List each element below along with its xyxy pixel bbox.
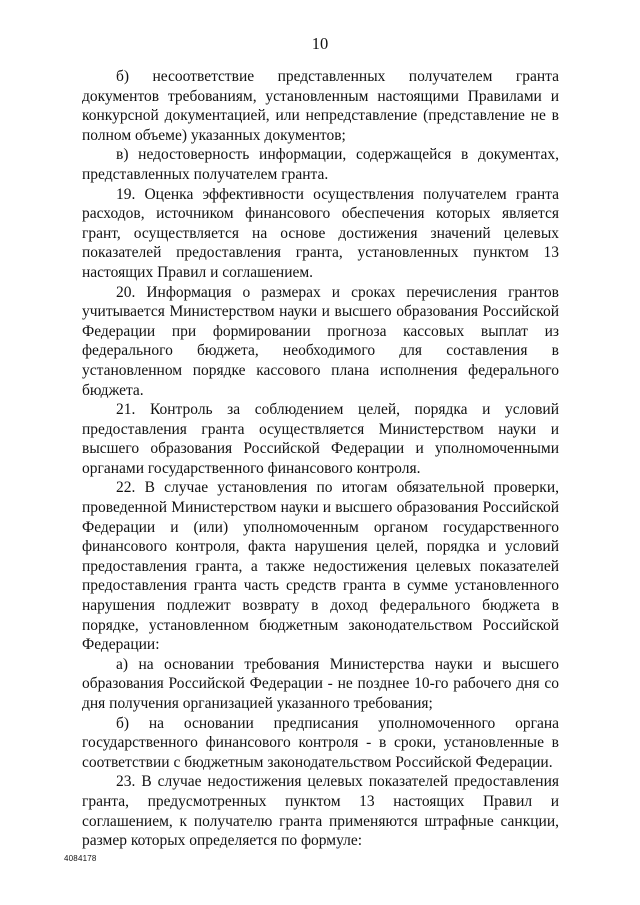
paragraph-v-unreliability: в) недостоверность информации, содержащейся в документах, представленных получателем гранта. xyxy=(82,146,559,183)
paragraph-22-b: б) на основании предписания уполномоченного органа государственного финансового контроля - в сроки, установленные в соответствии с бюджетным законодательством Российской Федерации. xyxy=(82,714,559,771)
paragraph-21: 21. Контроль за соблюдением целей, порядка и условий предоставления гранта осуществляется Министерством науки и высшего образования Российской Федерации и уполномоченными органами государственного финансового контроля. xyxy=(82,401,559,477)
document-code: 4084178 xyxy=(64,854,97,863)
paragraph-b-nonconformity: б) несоответствие представленных получателем гранта документов требованиям, установленным настоящими Правилами и конкурсной документацией, или непредставление (представление не в полном объеме) указанных документов; xyxy=(82,68,559,144)
paragraph-22: 22. В случае установления по итогам обязательной проверки, проведенной Министерством науки и высшего образования Российской Федерации и (или) уполномоченным органом государственного финансового контроля, факта нарушения целей, порядка и условий предоставления гранта, а также недостижения целевых показателей предоставления гранта часть средств гранта в сумме установленного нарушения подлежит возврату в доход федерального бюджета в порядке, установленном бюджетным законодательством Российской Федерации: xyxy=(82,479,559,654)
paragraph-20: 20. Информация о размерах и сроках перечисления грантов учитывается Министерством науки и высшего образования Российской Федерации при формировании прогноза кассовых выплат из федерального бюджета, необходимого для составления в установленном порядке кассового плана исполнения федерального бюджета. xyxy=(82,283,559,399)
document-body xyxy=(82,67,559,851)
page-number: 10 xyxy=(311,34,329,53)
paragraph-19: 19. Оценка эффективности осуществления получателем гранта расходов, источником финансового обеспечения которых является грант, осуществляется на основе достижения значений целевых показателей предоставления гранта, установленных пунктом 13 настоящих Правил и соглашением. xyxy=(82,185,559,281)
paragraph-22-a: а) на основании требования Министерства науки и высшего образования Российской Федерации - не позднее 10-го рабочего дня со дня получения организацией указанного требования; xyxy=(82,655,559,712)
paragraph-23: 23. В случае недостижения целевых показателей предоставления гранта, предусмотренных пунктом 13 настоящих Правил и соглашением, к получателю гранта применяются штрафные санкции, размер которых определяется по формуле: xyxy=(82,773,559,850)
